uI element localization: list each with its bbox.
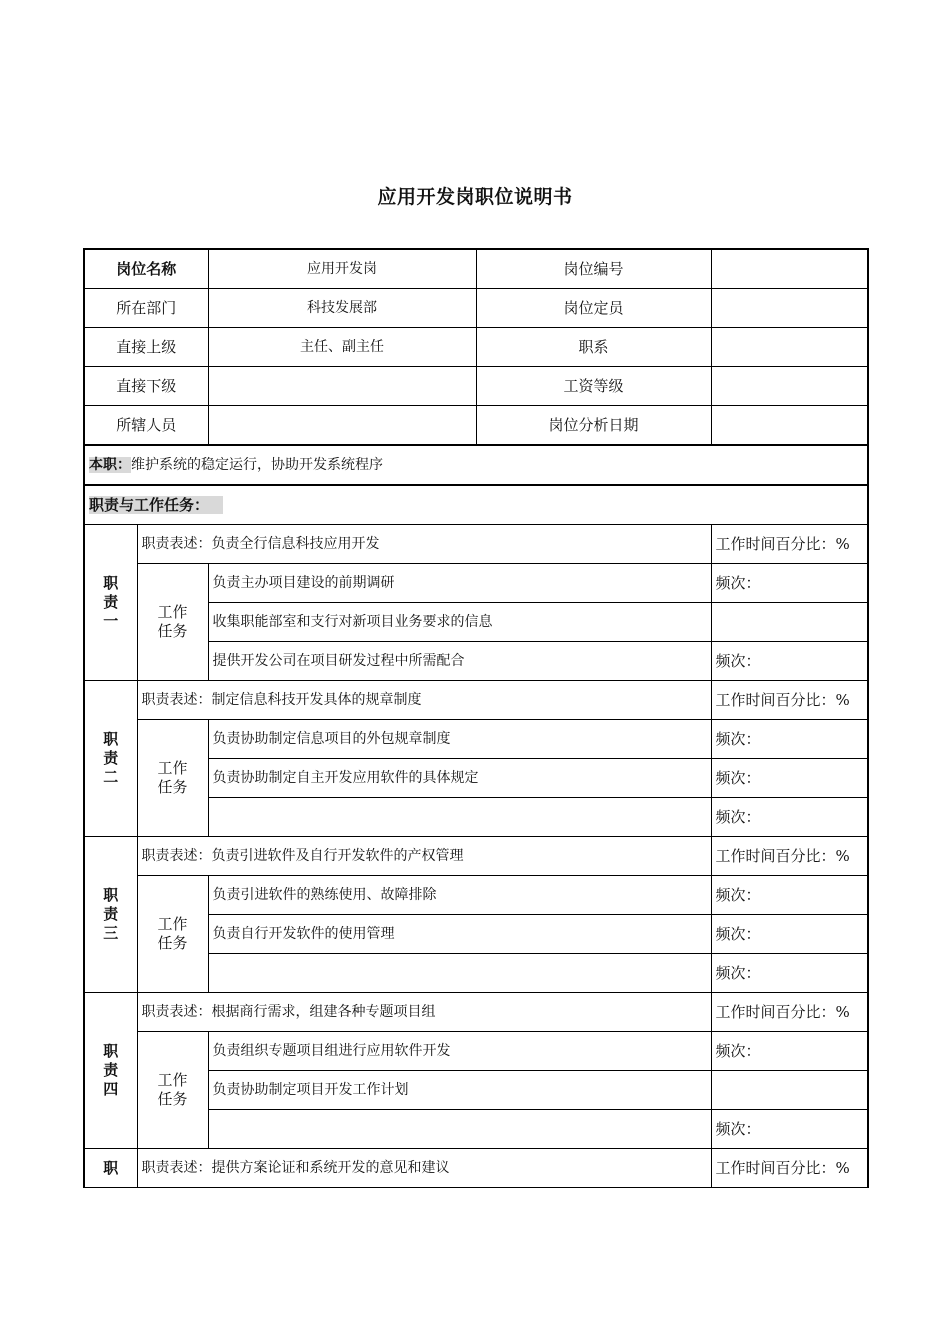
task-text: 负责协助制定信息项目的外包规章制度 — [208, 720, 711, 759]
info-label: 直接下级 — [84, 367, 208, 406]
duty-label — [84, 681, 137, 837]
info-value: 主任、副主任 — [208, 328, 476, 367]
task-row — [84, 564, 868, 603]
info-value: 应用开发岗 — [208, 249, 476, 289]
duty-description-row — [84, 525, 868, 564]
duty-label — [84, 1149, 137, 1188]
info-label: 岗位分析日期 — [476, 406, 711, 446]
info-value — [711, 249, 868, 289]
duty-description: 职责表述：负责全行信息科技应用开发 — [137, 525, 711, 564]
info-label: 工资等级 — [476, 367, 711, 406]
info-label: 所辖人员 — [84, 406, 208, 446]
task-text: 收集职能部室和支行对新项目业务要求的信息 — [208, 603, 711, 642]
task-text: 负责主办项目建设的前期调研 — [208, 564, 711, 603]
duty-label-text: 职 — [103, 1158, 119, 1177]
duty-label-text: 职责四 — [103, 1042, 119, 1098]
document-title: 应用开发岗职位说明书 — [377, 186, 573, 208]
duty-label — [84, 993, 137, 1149]
task-text: 提供开发公司在项目研发过程中所需配合 — [208, 642, 711, 681]
task-frequency: 频次： — [711, 1110, 868, 1149]
duty-description-row — [84, 993, 868, 1032]
duty-percent: 工作时间百分比：% — [711, 681, 868, 720]
info-row — [84, 328, 868, 367]
task-frequency: 频次： — [711, 876, 868, 915]
info-value: 科技发展部 — [208, 289, 476, 328]
task-text — [208, 798, 711, 837]
task-text — [208, 1110, 711, 1149]
duty-percent: 工作时间百分比：% — [711, 993, 868, 1032]
duty-percent: 工作时间百分比：% — [711, 837, 868, 876]
task-frequency: 频次： — [711, 642, 868, 681]
task-frequency: 频次： — [711, 954, 868, 993]
info-row — [84, 367, 868, 406]
task-frequency: 频次： — [711, 915, 868, 954]
task-text: 负责引进软件的熟练使用、故障排除 — [208, 876, 711, 915]
main-duty-text: 维护系统的稳定运行，协助开发系统程序 — [131, 457, 383, 473]
duty-percent: 工作时间百分比：% — [711, 1149, 868, 1188]
duty-description-row — [84, 837, 868, 876]
task-label-text: 工作任务 — [157, 1071, 188, 1108]
task-frequency: 频次： — [711, 1032, 868, 1071]
task-text: 负责协助制定项目开发工作计划 — [208, 1071, 711, 1110]
task-frequency: 频次： — [711, 798, 868, 837]
info-value — [711, 289, 868, 328]
task-label — [137, 876, 208, 993]
info-label: 岗位定员 — [476, 289, 711, 328]
info-value — [711, 406, 868, 446]
info-label: 直接上级 — [84, 328, 208, 367]
duty-label — [84, 837, 137, 993]
info-value — [711, 367, 868, 406]
info-value — [208, 367, 476, 406]
task-row — [84, 1032, 868, 1071]
duty-description-row — [84, 681, 868, 720]
info-label: 岗位编号 — [476, 249, 711, 289]
task-text: 负责协助制定自主开发应用软件的具体规定 — [208, 759, 711, 798]
task-text — [208, 954, 711, 993]
task-text: 负责组织专题项目组进行应用软件开发 — [208, 1032, 711, 1071]
main-duty-row — [84, 445, 868, 485]
duty-description: 职责表述：提供方案论证和系统开发的意见和建议 — [137, 1149, 711, 1188]
duties-header-row — [84, 485, 868, 525]
info-row — [84, 406, 868, 446]
task-frequency: 频次： — [711, 564, 868, 603]
duties-header: 职责与工作任务： — [89, 496, 223, 514]
duty-label — [84, 525, 137, 681]
duty-label-text: 职责三 — [103, 886, 119, 942]
info-label: 所在部门 — [84, 289, 208, 328]
task-label — [137, 564, 208, 681]
info-row — [84, 249, 868, 289]
task-label-text: 工作任务 — [157, 603, 188, 640]
task-row — [84, 720, 868, 759]
task-label — [137, 1032, 208, 1149]
task-label-text: 工作任务 — [157, 759, 188, 796]
main-duty-label: 本职： — [89, 457, 131, 473]
task-frequency — [711, 1071, 868, 1110]
task-label-text: 工作任务 — [157, 915, 188, 952]
job-description-table — [83, 248, 869, 1188]
task-text: 负责自行开发软件的使用管理 — [208, 915, 711, 954]
duty-label-text: 职责一 — [103, 574, 119, 630]
task-frequency — [711, 603, 868, 642]
duties-header-cell — [84, 485, 868, 525]
info-label: 岗位名称 — [84, 249, 208, 289]
duty-label-text: 职责二 — [103, 730, 119, 786]
duty-description-row — [84, 1149, 868, 1188]
info-row — [84, 289, 868, 328]
task-frequency: 频次： — [711, 720, 868, 759]
task-row — [84, 876, 868, 915]
task-label — [137, 720, 208, 837]
info-value — [208, 406, 476, 446]
info-label: 职系 — [476, 328, 711, 367]
duty-percent: 工作时间百分比：% — [711, 525, 868, 564]
duty-description: 职责表述：根据商行需求，组建各种专题项目组 — [137, 993, 711, 1032]
task-frequency: 频次： — [711, 759, 868, 798]
info-value — [711, 328, 868, 367]
duty-description: 职责表述：制定信息科技开发具体的规章制度 — [137, 681, 711, 720]
main-duty-cell — [84, 445, 868, 485]
duty-description: 职责表述：负责引进软件及自行开发软件的产权管理 — [137, 837, 711, 876]
